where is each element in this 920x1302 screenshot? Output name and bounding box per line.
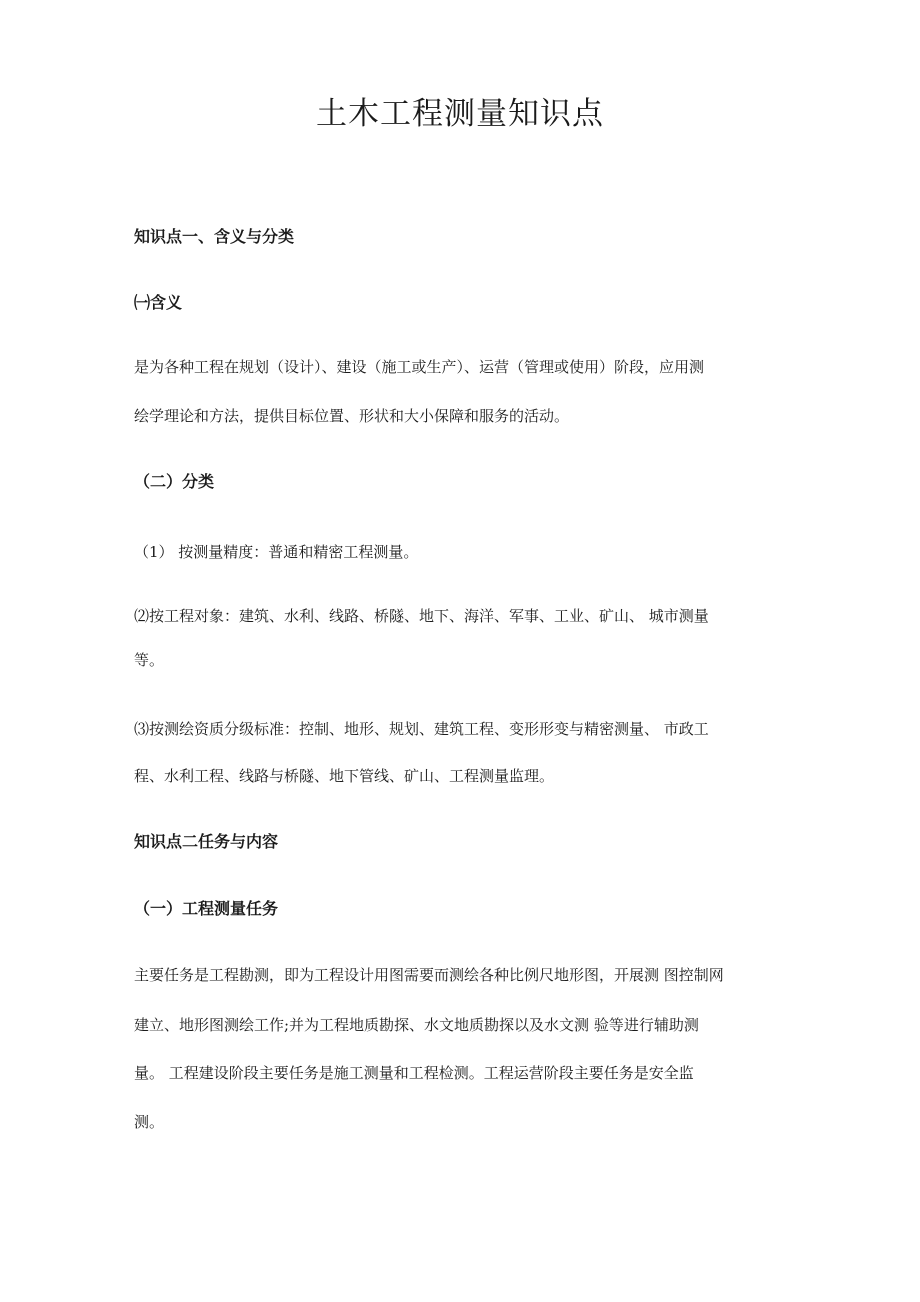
paragraph-line: 程、水利工程、线路与桥隧、地下管线、矿山、工程测量监理。 bbox=[134, 767, 555, 785]
section1-heading: 知识点一、含义与分类 bbox=[134, 227, 295, 246]
paragraph-line: 等。 bbox=[134, 651, 165, 669]
classification-item-3 bbox=[134, 718, 794, 788]
section2-sub1-heading: （一）工程测量任务 bbox=[134, 899, 279, 918]
paragraph-line: 主要任务是工程勘测，即为工程设计用图需要而测绘各种比例尺地形图，开展测 图控制网 bbox=[134, 966, 724, 984]
paragraph-line: 测。 bbox=[134, 1113, 165, 1131]
paragraph-line: ⑶按测绘资质分级标准：控制、地形、规划、建筑工程、变形形变与精密测量、 市政工 bbox=[134, 720, 709, 738]
classification-item-2 bbox=[134, 605, 794, 675]
document-title: 土木工程测量知识点 bbox=[316, 96, 604, 132]
section1-sub2-heading: （二）分类 bbox=[134, 472, 215, 491]
paragraph-line: （1） 按测量精度：普通和精密工程测量。 bbox=[134, 543, 419, 561]
section1-sub1-heading: ㈠含义 bbox=[134, 293, 183, 312]
section1-sub1-paragraph bbox=[134, 356, 794, 426]
section2-sub1-paragraph bbox=[134, 964, 794, 1134]
paragraph-line: ⑵按工程对象：建筑、水利、线路、桥隧、地下、海洋、军事、工业、矿山、 城市测量 bbox=[134, 607, 709, 625]
paragraph-line: 建立、地形图测绘工作;并为工程地质勘探、水文地质勘探以及水文测 验等进行辅助测 bbox=[134, 1016, 699, 1034]
paragraph-line: 量。 工程建设阶段主要任务是施工测量和工程检测。工程运营阶段主要任务是安全监 bbox=[134, 1064, 694, 1082]
section2-heading: 知识点二任务与内容 bbox=[134, 832, 279, 851]
paragraph-line: 是为各种工程在规划（设计）、建设（施工或生产）、运营（管理或使用）阶段，应用测 bbox=[134, 358, 705, 376]
paragraph-line: 绘学理论和方法，提供目标位置、形状和大小保障和服务的活动。 bbox=[134, 407, 570, 425]
classification-item-1 bbox=[134, 541, 794, 563]
